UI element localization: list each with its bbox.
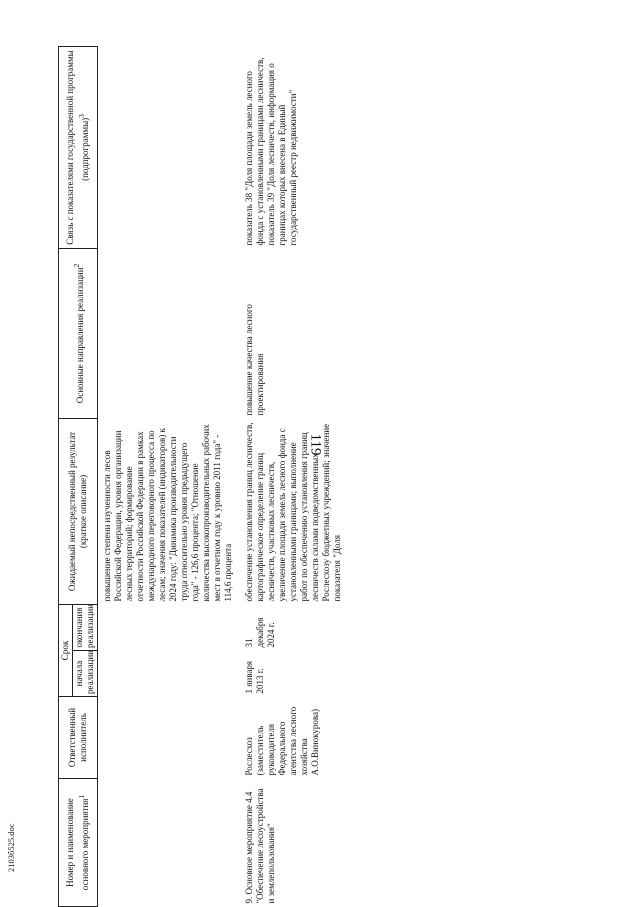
activities-table: [58, 46, 345, 907]
cell-name: [98, 779, 237, 907]
cell-start: [98, 651, 237, 697]
cell-link: показатель 38 "Доля площади земель лесного фонда с установленными границами лесничеств, показатель 39 "Доля лесничеств, информация о границах которых внесена в Единый государственный реестр недвижимости": [244, 57, 298, 246]
header-expected-result: Ожидаемый непосредственный результат (краткое описание): [59, 418, 98, 604]
cell-start: 1 января 2013 г.: [244, 661, 265, 694]
cell-directions: повышение качества лесного проектирования: [244, 304, 265, 416]
header-responsible: Ответственный исполнитель: [59, 697, 98, 779]
header-number-name: Номер и наименование основного мероприятия$^1$: [59, 779, 98, 907]
cell-responsible: [98, 697, 237, 779]
cell-responsible: Рослесхоз (заместитель руководителя Федерального агентства лесного хозяйства А.О.Винокурова): [244, 706, 320, 776]
rotated-table-sheet: [58, 47, 618, 907]
cell-end: [98, 604, 237, 650]
cell-directions: [98, 248, 237, 418]
table-row: [236, 46, 345, 906]
header-directions: Основные направления реализации$^2$: [59, 248, 98, 418]
header-row-1: [59, 46, 73, 906]
footer-code: 2103б525.doc: [6, 823, 16, 872]
cell-end: 31 декабря 2024 г.: [244, 617, 276, 648]
cell-link: [98, 46, 237, 248]
cell-name: 9. Основное мероприятие 4.4 "Обеспечение лесоустройства и землепользования": [244, 788, 276, 904]
table-row: [98, 46, 237, 906]
cell-result: повышение степени изученности лесов Российской Федерации, уровня организации лесных территорий; формирование отчетности Российской Федерации в рамках международного переговорного процесса по лесам; значения показателей (индикаторов) к 2024 году: "Динамика производительности труда относительно уровня предыдущего года" - 126,6 процента; "Отношение количества высокопроизводительных рабочих мест в отчетном году к уровню 2011 года" - 114,6 процента: [102, 424, 233, 602]
header-term: Срок: [59, 604, 73, 696]
page-number: 119: [307, 433, 324, 456]
cell-result: обеспечение установления границ лесничеств, картографическое определение границ лесничеств, участковых лесничеств, увеличение площади земель лесного фонда с установленными границами; выполнение работ по обеспечению установления границ лесничеств силами подведомственных Рослесхозу бюджетных учреждений; значение показателя "Доля: [244, 422, 342, 602]
header-term-end: окончания реализации: [73, 604, 98, 650]
header-term-start: начала реализации: [73, 651, 98, 697]
header-link: Связь с показателями государственной программы (подпрограммы)$^3$: [59, 46, 98, 248]
